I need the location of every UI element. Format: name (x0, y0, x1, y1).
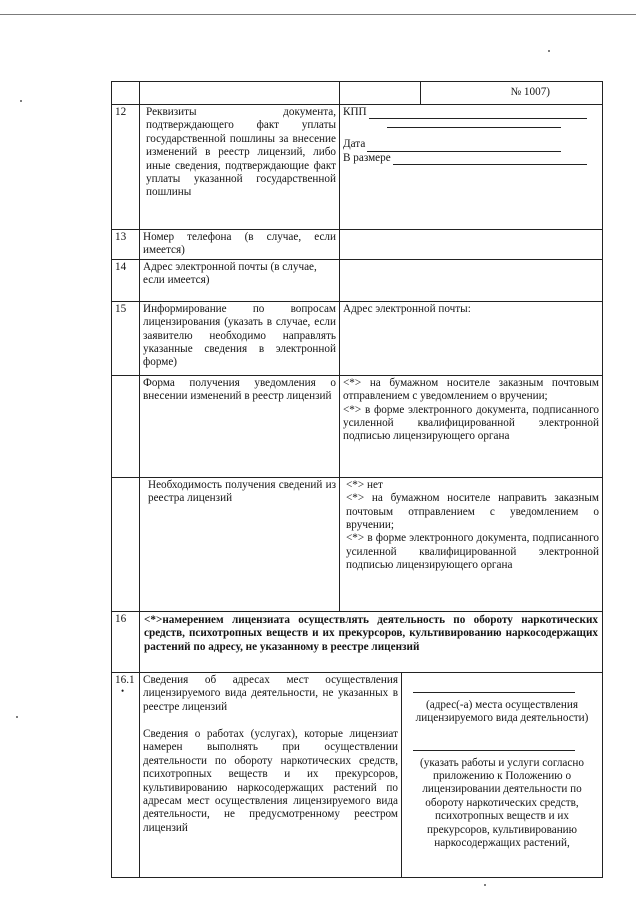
header-cell-desc (140, 82, 340, 105)
row-13 (112, 230, 603, 260)
row-16-1 (112, 672, 603, 877)
row-number: 14 (112, 259, 140, 301)
extract-option-none[interactable]: <*> нет (346, 478, 383, 491)
row-15-description: Информирование по вопросам лицензирования (указать в случае, если заявителю необходимо направлять указанные сведения в электронной форме) (140, 301, 340, 375)
extract-options (340, 477, 603, 611)
kpp-label: КПП (343, 106, 367, 118)
row-16-1-description (140, 672, 402, 877)
row-notification-form (112, 375, 603, 477)
date-label: Дата (343, 138, 366, 151)
bullet-mark: • (121, 686, 125, 697)
amount-label: В размере (343, 151, 391, 164)
works-field[interactable] (413, 736, 575, 751)
extract-option-paper[interactable]: <*> на бумажном носителе направить заказным почтовым отправлением с уведомлением о вручении; (346, 492, 600, 532)
row-number: 16.1 (115, 673, 135, 686)
kpp-field[interactable] (369, 108, 587, 119)
doc-number: № 1007) (510, 86, 551, 98)
extract-option-electronic[interactable]: <*> в форме электронного документа, подписанного усиленной квалифицированной электронной подписью лицензирующего органа (346, 532, 600, 572)
notification-description: Форма получения уведомления о внесении изменений в реестр лицензий (140, 375, 340, 477)
row-16-heading: <*>намерением лицензиата осуществлять деятельность по обороту наркотических средств, психотропных веществ и их прекурсоров, культивированию наркосодержащих растений по адресу, не указанному в реестре лицензий (140, 611, 603, 672)
header-row (112, 82, 603, 105)
row-14-description: Адрес электронной почты (в случае, если имеется) (140, 259, 340, 301)
email-value-cell[interactable] (340, 259, 603, 301)
row-12-description: Реквизиты документа, подтверждающего факт уплаты государственной пошлины за внесение изменений в реестр лицензий, либо иные сведения, подтверждающие факт уплаты указанной государственной пошлины (140, 105, 340, 230)
works-hint: (указать работы и услуги согласно приложению к Положению о лицензировании деятельности по обороту наркотических средств, психотропных веществ и их прекурсоров, культивированию наркосодержащих растений, (420, 756, 584, 850)
header-cell-num (112, 82, 140, 105)
row-registry-extract (112, 477, 603, 611)
address-field[interactable] (413, 678, 575, 693)
row-number-empty (112, 375, 140, 477)
notification-options (340, 375, 603, 477)
row-number: 12 (112, 105, 140, 230)
works-description: Сведения о работах (услугах), которые лицензиат намерен выполнять при осуществлении деятельности по обороту наркотических средств, психотропных веществ и их прекурсоров, культивированию наркосодержащих растений по адресам мест осуществления лицензируемого вида деятельности, не предусмотренному реестром лицензий (143, 728, 398, 834)
scan-speck (548, 50, 550, 52)
scan-speck (16, 716, 18, 718)
row-number-empty (112, 477, 140, 611)
row-16-1-number-cell (112, 672, 140, 877)
license-form-table (111, 81, 603, 878)
notification-option-electronic[interactable]: <*> в форме электронного документа, подписанного усиленной квалифицированной электронной подписью лицензирующего органа (343, 403, 600, 443)
extract-description: Необходимость получения сведений из реестра лицензий (140, 477, 340, 611)
row-15-email-label: Адрес электронной почты: (340, 301, 603, 375)
row-16-1-value (402, 672, 603, 877)
scan-speck (20, 100, 22, 102)
row-16 (112, 611, 603, 672)
amount-field[interactable] (393, 154, 587, 165)
row-number: 15 (112, 301, 140, 375)
row-number: 13 (112, 230, 140, 260)
header-cell-value (340, 82, 603, 105)
row-number: 16 (112, 611, 140, 672)
row-13-description: Номер телефона (в случае, если имеется) (140, 230, 340, 260)
row-15 (112, 301, 603, 375)
address-hint: (адрес(-а) места осуществления лицензируемого вида деятельности) (415, 698, 589, 725)
kpp-field-extra-line[interactable] (387, 119, 561, 128)
row-12 (112, 105, 603, 230)
notification-option-paper[interactable]: <*> на бумажном носителе заказным почтовым отправлением с уведомлением о вручении; (343, 376, 600, 403)
row-12-value (340, 105, 603, 230)
date-field[interactable] (367, 141, 561, 152)
addresses-description: Сведения об адресах мест осуществления лицензируемого вида деятельности, не указанных в реестре лицензий (143, 673, 398, 713)
phone-value-cell[interactable] (340, 230, 603, 260)
scan-speck (484, 884, 486, 886)
row-14 (112, 259, 603, 301)
top-rule (0, 14, 636, 15)
